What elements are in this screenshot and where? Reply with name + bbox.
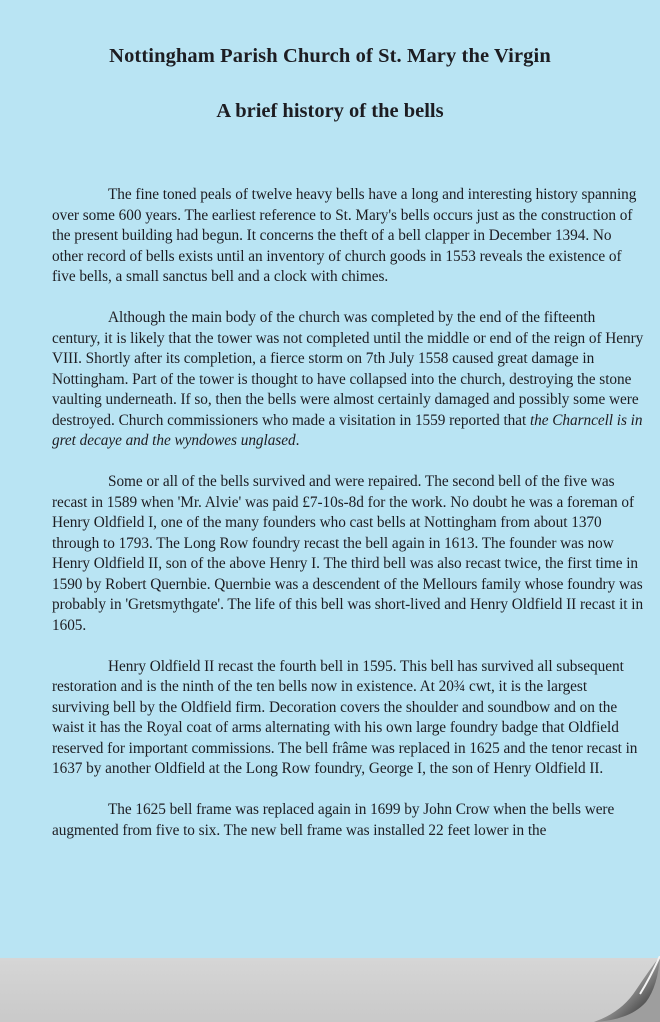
paragraph-1-text: The fine toned peals of twelve heavy bells have a long and interesting history spanning over some 600 years. The earliest reference to St. Mary's bells occurs just as the construction of the present building had begun. It concerns the theft of a bell clapper in December 1394. No other record of bells exists until an inventory of church goods in 1553 reveals the existence of five bells, a small sanctus bell and a clock with chimes. <box>52 186 637 285</box>
paragraph-3-text: Some or all of the bells survived and were repaired. The second bell of the five was recast in 1589 when 'Mr. Alvie' was paid £7-10s-8d for the work. No doubt he was a foreman of Henry Oldfield I, one of the many founders who cast bells at Nottingham from about 1370 through to 1793. The Long Row foundry recast the bell again in 1613. The founder was now Henry Oldfield II, son of the above Henry I. The third bell was also recast twice, the first time in 1590 by Robert Quernbie. Quernbie was a descendent of the Mellours family whose foundry was probably in 'Gretsmythgate'. The life of this bell was short-lived and Henry Oldfield II recast it in 1605. <box>52 473 644 634</box>
paragraph-1 <box>52 185 644 288</box>
page-title: Nottingham Parish Church of St. Mary the Virgin <box>109 45 551 67</box>
scan-background <box>0 958 660 1022</box>
paragraph-4-text: Henry Oldfield II recast the fourth bell in 1595. This bell has survived all subsequent restoration and is the ninth of the ten bells now in existence. At 20¾ cwt, it is the largest surviving bell by the Oldfield firm. Decoration covers the shoulder and soundbow and on the waist it has the Royal coat of arms alternating with his own large foundry badge that Oldfield reserved for important commissions. The bell frâme was replaced in 1625 and the tenor recast in 1637 by another Oldfield at the Long Row foundry, George I, the son of Henry Oldfield II. <box>52 657 638 777</box>
document-body <box>52 185 644 862</box>
paragraph-2-text: Although the main body of the church was completed by the end of the fifteenth century, it is likely that the tower was not completed until the middle or end of the reign of Henry VIII. Shortly after its completion, a fierce storm on 7th July 1558 caused great damage in Nottingham. Part of the tower is thought to have collapsed into the church, destroying the stone vaulting underneath. If so, then the bells were almost certainly damaged and possibly some were destroyed. Church commissioners who made a visitation in 1559 reported that <box>52 309 644 429</box>
paragraph-2-tail: . <box>295 432 300 449</box>
paragraph-5 <box>52 800 644 841</box>
paragraph-5-text: The 1625 bell frame was replaced again in 1699 by John Crow when the bells were augmented from five to six. The new bell frame was installed 22 feet lower in the <box>52 801 615 839</box>
paragraph-4 <box>52 657 644 780</box>
paragraph-2-quote: the Charncell is in gret decaye and the wyndowes unglased <box>52 411 643 449</box>
paragraph-3 <box>52 472 644 636</box>
page-subtitle: A brief history of the bells <box>216 100 444 122</box>
page-curl-icon[interactable] <box>590 956 660 1022</box>
paragraph-2 <box>52 308 644 452</box>
